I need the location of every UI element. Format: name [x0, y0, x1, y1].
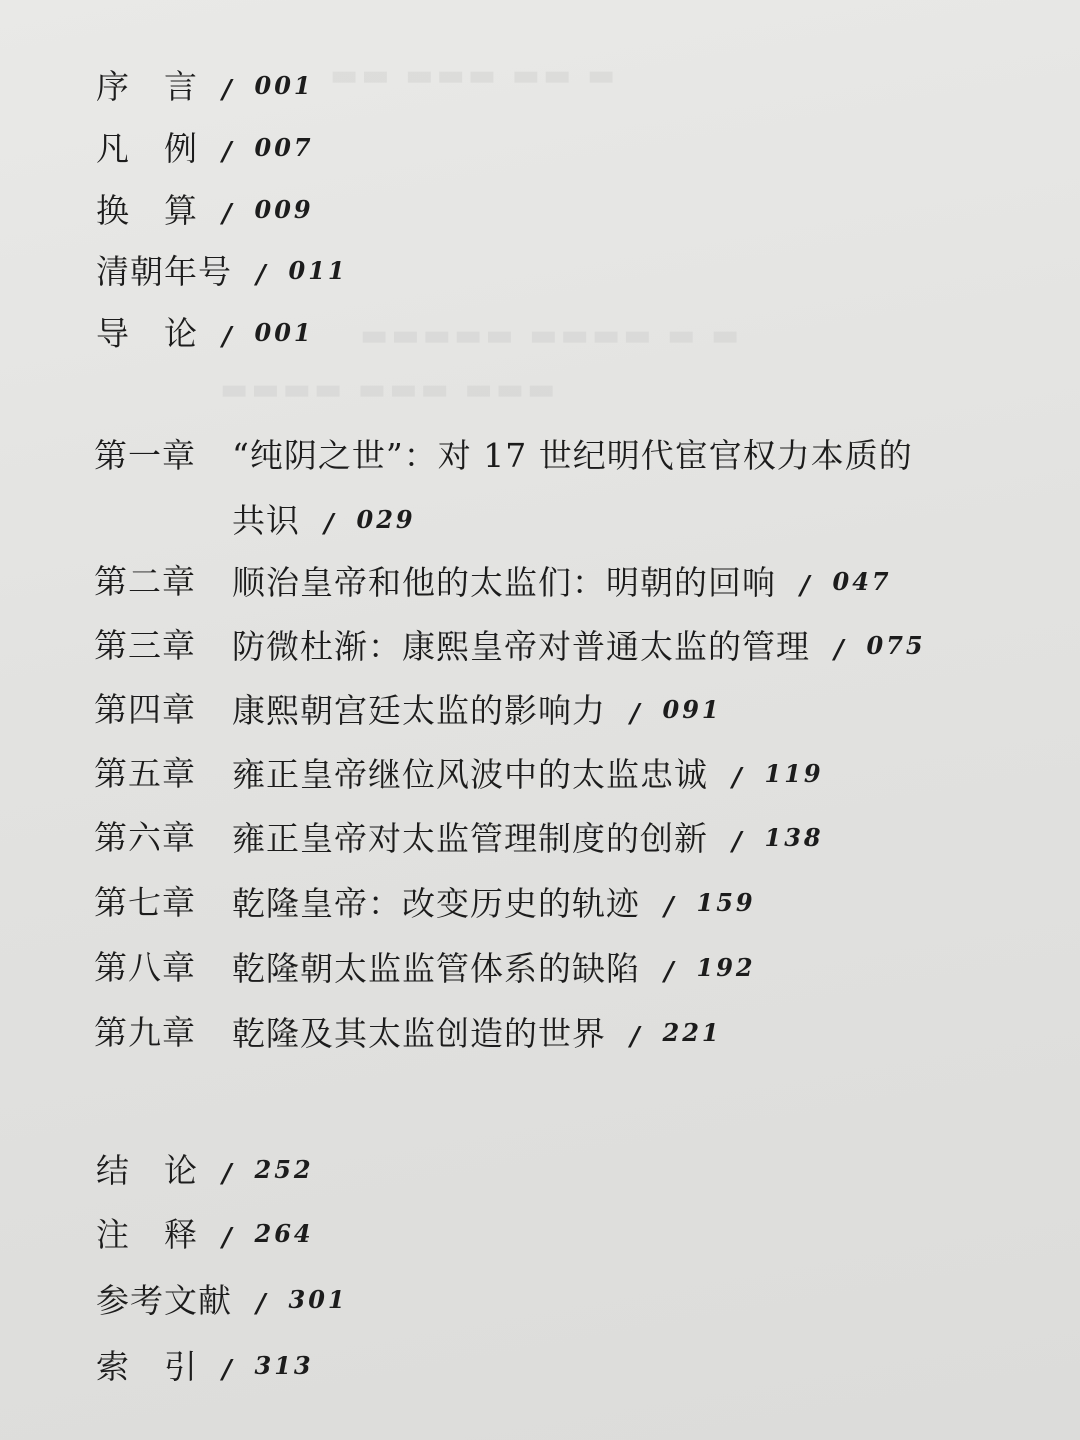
page-number: 001: [254, 71, 314, 100]
toc-entry-chapter-5[interactable]: [94, 754, 994, 798]
chapter-title: 乾隆朝太监监管体系的缺陷: [232, 949, 640, 988]
page-number: 047: [832, 567, 892, 596]
entry-label: 清朝年号: [96, 252, 232, 291]
entry-label: 索 引: [96, 1347, 198, 1386]
chapter-title-line: [232, 562, 892, 606]
chapter-title: 雍正皇帝继位风波中的太监忠诚: [232, 755, 708, 794]
chapter-number: 第八章: [94, 948, 196, 987]
chapter-number: 第三章: [94, 626, 196, 665]
separator: /: [256, 260, 267, 290]
bleed-through-decoration: ▬▬▬▬ ▬▬▬ ▬▬▬: [220, 372, 559, 407]
chapter-number: 第五章: [94, 754, 196, 793]
chapter-title-continuation: [232, 500, 416, 544]
chapter-title-line: [232, 754, 824, 798]
page-number: 029: [356, 505, 416, 534]
toc-entry-notes[interactable]: [96, 1214, 314, 1258]
toc-entry-chapter-7[interactable]: [94, 883, 994, 927]
entry-label: 凡 例: [96, 129, 198, 168]
page-number: 009: [254, 195, 314, 224]
chapter-title-line: [232, 1013, 722, 1057]
page-number: 221: [662, 1018, 722, 1047]
chapter-title: 乾隆及其太监创造的世界: [232, 1014, 606, 1053]
page-number: 159: [696, 888, 756, 917]
chapter-number: 第七章: [94, 883, 196, 922]
toc-entry-chapter-8[interactable]: [94, 948, 994, 992]
entry-label: 注 释: [96, 1215, 198, 1254]
separator: /: [630, 1022, 641, 1052]
entry-label: 参考文献: [96, 1281, 232, 1320]
toc-entry-chapter-4[interactable]: [94, 690, 994, 734]
separator: /: [222, 322, 233, 352]
toc-entry-chapter-2[interactable]: [94, 562, 994, 606]
page-number: 252: [254, 1155, 314, 1184]
page-number: 001: [254, 318, 314, 347]
page-number: 192: [696, 953, 756, 982]
chapter-title-line: [232, 948, 756, 992]
entry-label: 结 论: [96, 1151, 198, 1190]
chapter-title: 康熙朝宫廷太监的影响力: [232, 691, 606, 730]
toc-entry-conversions[interactable]: [96, 190, 314, 234]
toc-entry-reign-titles[interactable]: [96, 251, 348, 295]
bleed-through-decoration: ▬▬ ▬▬▬ ▬▬ ▬: [330, 58, 619, 93]
chapter-number: 第九章: [94, 1013, 196, 1052]
chapter-title: 乾隆皇帝：改变历史的轨迹: [232, 884, 640, 923]
page-number: 011: [288, 256, 348, 285]
page-number: 301: [288, 1285, 348, 1314]
page-number: 091: [662, 695, 722, 724]
separator: /: [664, 957, 675, 987]
separator: /: [256, 1289, 267, 1319]
toc-entry-chapter-6[interactable]: [94, 818, 994, 862]
entry-label: 序 言: [96, 67, 198, 106]
toc-entry-chapter-1[interactable]: [94, 436, 994, 546]
toc-entry-index[interactable]: [96, 1346, 314, 1390]
separator: /: [222, 199, 233, 229]
page-number: 007: [254, 133, 314, 162]
chapter-title-line: [232, 626, 926, 670]
separator: /: [630, 699, 641, 729]
separator: /: [222, 75, 233, 105]
separator: /: [222, 1355, 233, 1385]
chapter-number: 第一章: [94, 436, 196, 475]
separator: /: [732, 827, 743, 857]
separator: /: [664, 892, 675, 922]
chapter-number: 第六章: [94, 818, 196, 857]
separator: /: [324, 509, 335, 539]
chapter-title: “纯阴之世”：对 17 世纪明代宦官权力本质的: [232, 436, 913, 475]
toc-entry-chapter-9[interactable]: [94, 1013, 994, 1057]
chapter-title: 防微杜渐：康熙皇帝对普通太监的管理: [232, 627, 810, 666]
chapter-title-line: [232, 690, 722, 734]
toc-entry-bibliography[interactable]: [96, 1280, 348, 1324]
chapter-title-line: [232, 818, 824, 862]
chapter-title: 雍正皇帝对太监管理制度的创新: [232, 819, 708, 858]
chapter-number: 第二章: [94, 562, 196, 601]
separator: /: [222, 137, 233, 167]
separator: /: [222, 1223, 233, 1253]
page-number: 264: [254, 1219, 314, 1248]
separator: /: [732, 763, 743, 793]
chapter-title-cont: 共识: [232, 501, 300, 540]
page-number: 138: [764, 823, 824, 852]
entry-label: 换 算: [96, 191, 198, 230]
toc-entry-introduction[interactable]: [96, 313, 314, 357]
entry-label: 导 论: [96, 314, 198, 353]
toc-entry-chapter-3[interactable]: [94, 626, 994, 670]
page-number: 119: [764, 759, 824, 788]
chapter-title-line: [232, 883, 756, 927]
chapter-title: 顺治皇帝和他的太监们：明朝的回响: [232, 563, 776, 602]
chapter-number: 第四章: [94, 690, 196, 729]
page-number: 075: [866, 631, 926, 660]
toc-entry-conclusion[interactable]: [96, 1150, 314, 1194]
bleed-through-decoration: ▬▬▬▬▬ ▬▬▬▬ ▬ ▬: [360, 318, 743, 353]
toc-entry-preface[interactable]: [96, 66, 314, 110]
separator: /: [222, 1159, 233, 1189]
toc-entry-conventions[interactable]: [96, 128, 314, 172]
separator: /: [800, 571, 811, 601]
page-number: 313: [254, 1351, 314, 1380]
separator: /: [834, 635, 845, 665]
